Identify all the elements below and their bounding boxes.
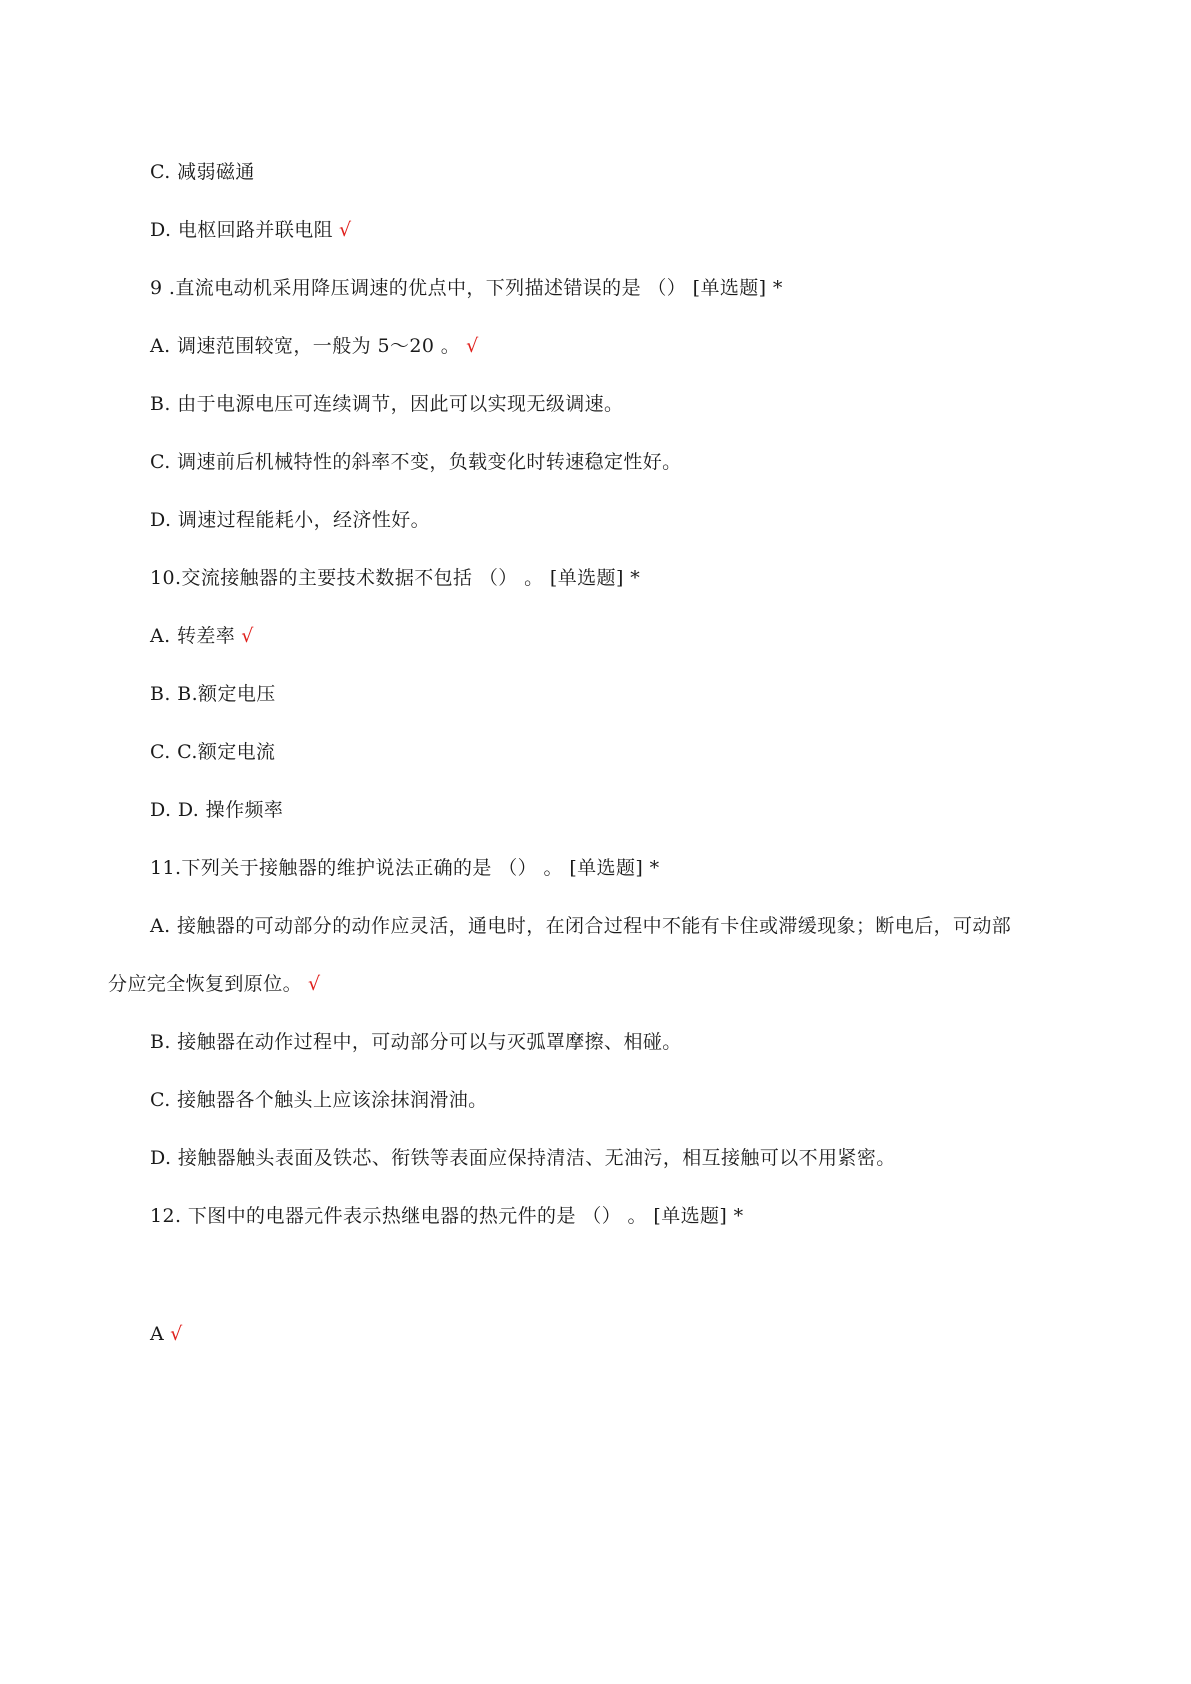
option-line <box>150 450 1111 474</box>
option-line <box>150 624 1111 648</box>
option-text: B. 接触器在动作过程中，可动部分可以与灭弧罩摩擦、相碰。 <box>150 1031 682 1053</box>
check-mark-icon: √ <box>241 625 254 647</box>
option-text: D. 电枢回路并联电阻 <box>150 219 334 241</box>
option-line <box>150 392 1111 416</box>
question-line <box>150 276 1111 300</box>
option-line <box>150 1322 1111 1346</box>
option-line <box>150 1146 1111 1170</box>
option-text: C. 接触器各个触头上应该涂抹润滑油。 <box>150 1089 488 1111</box>
option-text: B. B.额定电压 <box>150 683 276 705</box>
option-text: D. 接触器触头表面及铁芯、衔铁等表面应保持清洁、无油污，相互接触可以不用紧密。 <box>150 1147 896 1169</box>
option-text: D. D. 操作频率 <box>150 799 284 821</box>
question-text: 10.交流接触器的主要技术数据不包括 （） 。 [单选题] * <box>150 567 641 589</box>
option-text: A <box>150 1323 165 1345</box>
option-text: C. 调速前后机械特性的斜率不变，负载变化时转速稳定性好。 <box>150 451 682 473</box>
option-line <box>150 218 1111 242</box>
option-line <box>150 1030 1111 1054</box>
check-mark-icon: √ <box>339 219 352 241</box>
option-text: A. 接触器的可动部分的动作应灵活，通电时，在闭合过程中不能有卡住或滞缓现象；断电后，可动部 <box>150 915 1012 937</box>
option-line <box>150 1088 1111 1112</box>
option-text: 分应完全恢复到原位。 <box>108 973 303 995</box>
check-mark-icon: √ <box>170 1323 183 1345</box>
question-line <box>150 1204 1111 1228</box>
option-line <box>150 682 1111 706</box>
option-line <box>150 160 1111 184</box>
question-line <box>150 566 1111 590</box>
check-mark-icon: √ <box>466 335 479 357</box>
option-line <box>150 740 1111 764</box>
option-line-continuation <box>108 972 1111 996</box>
option-text: A. 调速范围较宽，一般为 5～20 。 <box>150 335 461 357</box>
option-text: A. 转差率 <box>150 625 236 647</box>
option-line <box>150 334 1111 358</box>
option-text: D. 调速过程能耗小，经济性好。 <box>150 509 431 531</box>
question-text: 11.下列关于接触器的维护说法正确的是 （） 。 [单选题] * <box>150 857 660 879</box>
option-text: C. 减弱磁通 <box>150 161 255 183</box>
question-line <box>150 856 1111 880</box>
check-mark-icon: √ <box>308 973 321 995</box>
option-text: C. C.额定电流 <box>150 741 276 763</box>
question-text: 9 .直流电动机采用降压调速的优点中，下列描述错误的是 （） [单选题] * <box>150 277 783 299</box>
option-line <box>150 798 1111 822</box>
option-line <box>150 914 1111 938</box>
option-line <box>150 508 1111 532</box>
option-text: B. 由于电源电压可连续调节，因此可以实现无级调速。 <box>150 393 624 415</box>
question-text: 12. 下图中的电器元件表示热继电器的热元件的是 （） 。 [单选题] * <box>150 1205 744 1227</box>
